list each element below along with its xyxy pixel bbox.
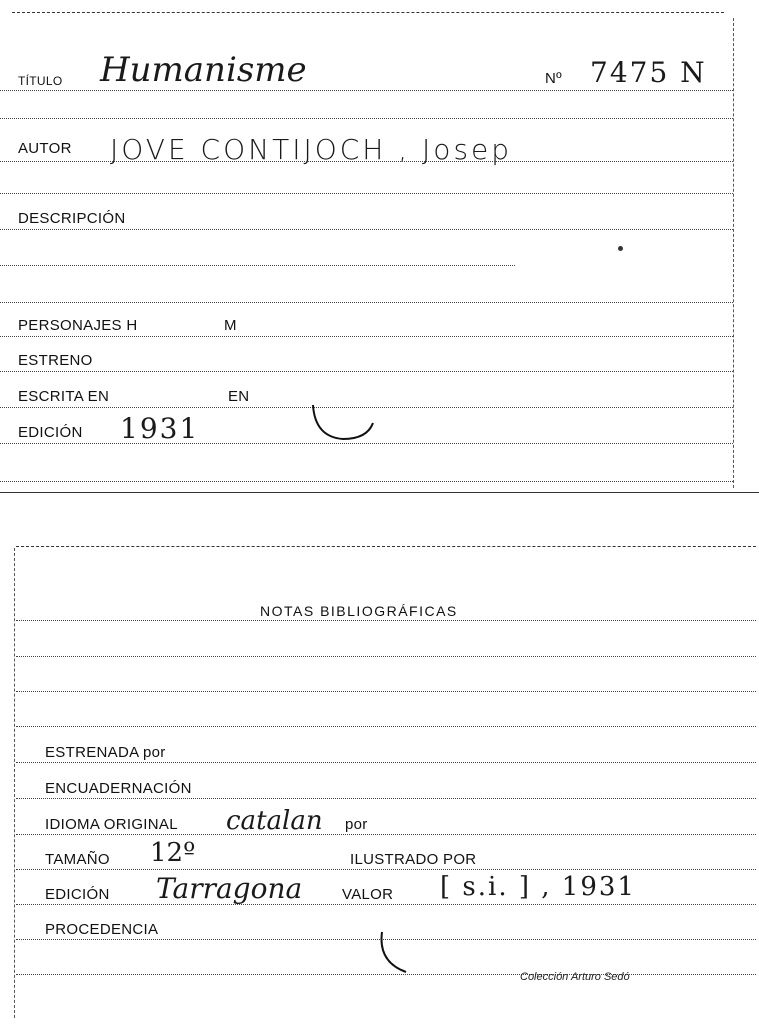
autor-label: AUTOR <box>18 140 72 157</box>
numero-label: Nº <box>545 70 562 87</box>
card-back-left-edge <box>14 548 15 1018</box>
procedencia-label: PROCEDENCIA <box>45 921 159 938</box>
card-right-edge <box>733 18 734 488</box>
card-top-edge <box>12 12 724 13</box>
line-notas-3 <box>16 691 756 692</box>
line-blank-2 <box>0 193 733 194</box>
tamano-label: TAMAÑO <box>45 851 110 868</box>
line-autor <box>0 161 733 162</box>
card-separator <box>0 492 759 493</box>
line-estrenada <box>16 762 756 763</box>
numero-value: 7475 N <box>590 56 707 89</box>
card-back-top-edge <box>16 546 756 547</box>
titulo-value: Humanisme <box>100 50 307 90</box>
en-label: EN <box>228 388 250 405</box>
line-edicion-back <box>16 904 756 905</box>
line-bottom <box>0 481 733 482</box>
tamano-value: 12º <box>150 838 196 868</box>
notas-heading: NOTAS BIBLIOGRÁFICAS <box>260 603 458 619</box>
estrenada-label: ESTRENADA por <box>45 744 166 761</box>
edicion-back-value: Tarragona <box>156 872 303 905</box>
line-personajes <box>0 336 733 337</box>
idioma-label: IDIOMA ORIGINAL <box>45 816 178 833</box>
line-tamano <box>16 869 756 870</box>
line-idioma <box>16 834 756 835</box>
line-descripcion-2 <box>0 265 515 266</box>
edicion-value: 1931 <box>120 412 200 445</box>
collection-footer: Colección Arturo Sedó <box>520 971 630 983</box>
line-descripcion <box>0 229 733 230</box>
paper-hole-mark <box>305 395 380 445</box>
line-notas <box>16 620 756 621</box>
ilustrado-label: ILUSTRADO POR <box>350 851 477 868</box>
catalog-card-front <box>0 0 759 495</box>
estreno-label: ESTRENO <box>18 352 93 369</box>
line-titulo <box>0 90 733 91</box>
encuadernacion-label: ENCUADERNACIÓN <box>45 780 192 797</box>
line-blank-1 <box>0 118 733 119</box>
ink-dot <box>618 246 623 251</box>
line-notas-2 <box>16 656 756 657</box>
catalog-card-back <box>0 540 759 1028</box>
line-encuadernacion <box>16 798 756 799</box>
descripcion-label: DESCRIPCIÓN <box>18 210 126 227</box>
line-estreno <box>0 371 733 372</box>
valor-value: [ s.i. ] , 1931 <box>440 872 636 902</box>
line-blank-3 <box>0 302 733 303</box>
paper-hole-mark-back <box>372 928 452 978</box>
personajes-label: PERSONAJES H <box>18 317 138 334</box>
idioma-value: catalan <box>226 806 323 836</box>
personajes-m-label: M <box>224 317 237 334</box>
line-notas-4 <box>16 726 756 727</box>
escrita-label: ESCRITA EN <box>18 388 110 405</box>
valor-label: VALOR <box>342 886 394 903</box>
titulo-label: TÍTULO <box>18 74 63 88</box>
edicion-label: EDICIÓN <box>18 424 83 441</box>
autor-value: JOVE CONTIJOCH , Josep <box>110 133 513 166</box>
edicion-back-label: EDICIÓN <box>45 886 110 903</box>
idioma-por-label: por <box>345 816 368 833</box>
